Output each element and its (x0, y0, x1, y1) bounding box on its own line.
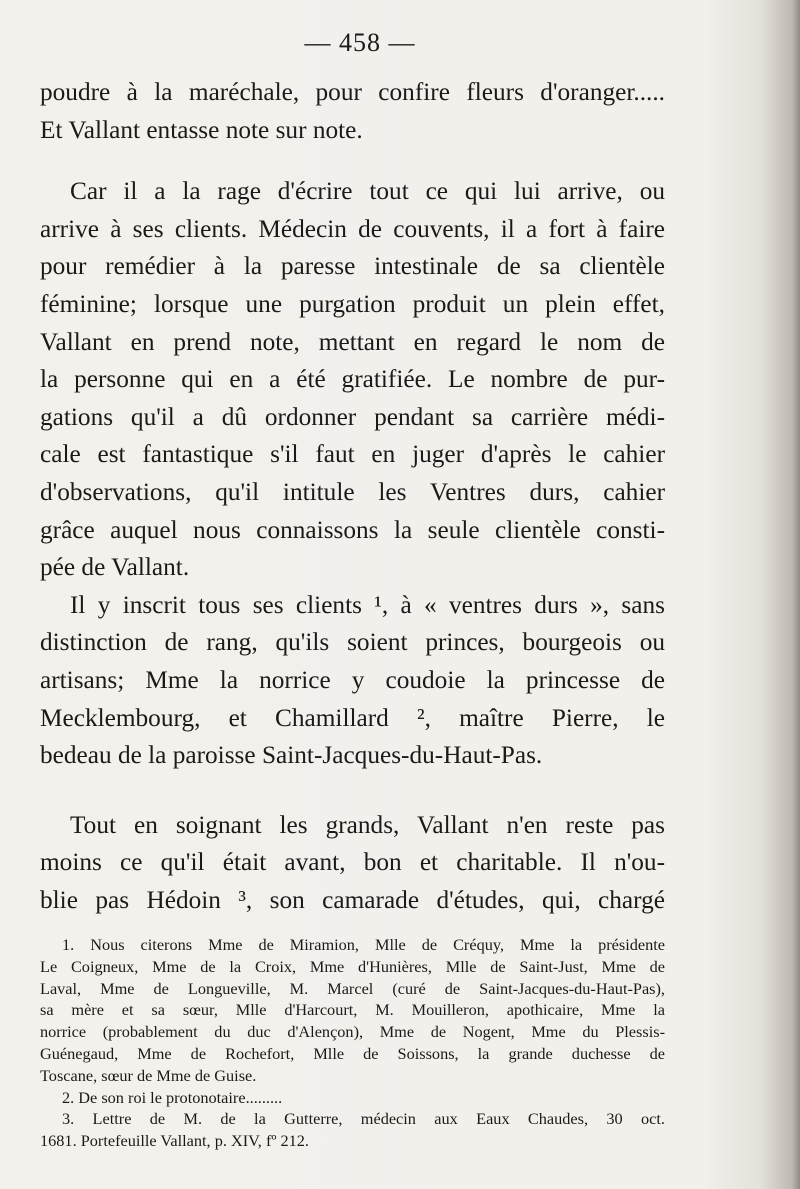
text-line: Il y inscrit tous ses clients ¹, à « ventres durs », sans (70, 590, 665, 619)
text-line: bedeau de la paroisse Saint-Jacques-du-Haut-Pas. (40, 741, 543, 770)
footnote-line: sa mère et sa sœur, Mlle d'Harcourt, M. Mouilleron, apothicaire, Mme la (40, 1000, 665, 1020)
footnote-line: 1. Nous citerons Mme de Miramion, Mlle de Créquy, Mme la présidente (62, 935, 665, 954)
text-line: d'observations, qu'il intitule les Ventres durs, cahier (40, 477, 665, 506)
footnotes (40, 934, 665, 1152)
text-line: pour remédier à la paresse intestinale de sa clientèle (40, 252, 665, 281)
page-number: — 458 — (304, 28, 416, 57)
text-line: la personne qui en a été gratifiée. Le nombre de pur- (40, 365, 665, 394)
text-line: Car il a la rage d'écrire tout ce qui lui arrive, ou (70, 177, 665, 206)
paragraph-gap (40, 775, 665, 807)
text-line: moins ce qu'il était avant, bon et charitable. Il n'ou- (40, 848, 665, 877)
paragraph-gap (40, 149, 665, 173)
text-line: Et Vallant entasse note sur note. (40, 115, 363, 144)
footnote-line: 2. De son roi le protonotaire......... (62, 1087, 283, 1107)
text-line: artisans; Mme la norrice y coudoie la princesse de (40, 665, 665, 694)
text-line: pée de Vallant. (40, 553, 190, 582)
text-line: gations qu'il a dû ordonner pendant sa carrière médi- (40, 402, 665, 431)
text-line: Tout en soignant les grands, Vallant n'en reste pas (70, 810, 665, 839)
text-line: cale est fantastique s'il faut en juger d'après le cahier (40, 440, 665, 469)
text-line: Vallant en prend note, mettant en regard le nom de (40, 327, 665, 356)
text-line: distinction de rang, qu'ils soient princes, bourgeois ou (40, 628, 665, 657)
text-line: poudre à la maréchale, pour confire fleurs d'oranger..... (40, 78, 665, 106)
footnote-line: 1681. Portefeuille Vallant, p. XIV, fº 212. (40, 1131, 309, 1151)
footnote-line: Laval, Mme de Longueville, M. Marcel (curé de Saint-Jacques-du-Haut-Pas), (40, 978, 665, 998)
text-line: blie pas Hédoin ³, son camarade d'études, qui, chargé (40, 885, 665, 914)
footnote-line: Guénegaud, Mme de Rochefort, Mlle de Soissons, la grande duchesse de (40, 1043, 665, 1063)
text-line: grâce auquel nous connaissons la seule clientèle consti- (40, 515, 665, 544)
body-text (40, 74, 665, 919)
footnote-line: Toscane, sœur de Mme de Guise. (40, 1065, 257, 1085)
text-line: féminine; lorsque une purgation produit un plein effet, (40, 289, 665, 318)
text-line: Mecklembourg, et Chamillard ², maître Pierre, le (40, 703, 665, 732)
text-line: arrive à ses clients. Médecin de couvents, il a fort à faire (40, 214, 665, 243)
footnote-line: norrice (probablement du duc d'Alençon), Mme de Nogent, Mme du Plessis- (40, 1022, 665, 1042)
footnote-line: 3. Lettre de M. de la Gutterre, médecin aux Eaux Chaudes, 30 oct. (62, 1109, 665, 1129)
footnote-line: Le Coigneux, Mme de la Croix, Mme d'Hunières, Mlle de Saint-Just, Mme de (40, 956, 665, 976)
